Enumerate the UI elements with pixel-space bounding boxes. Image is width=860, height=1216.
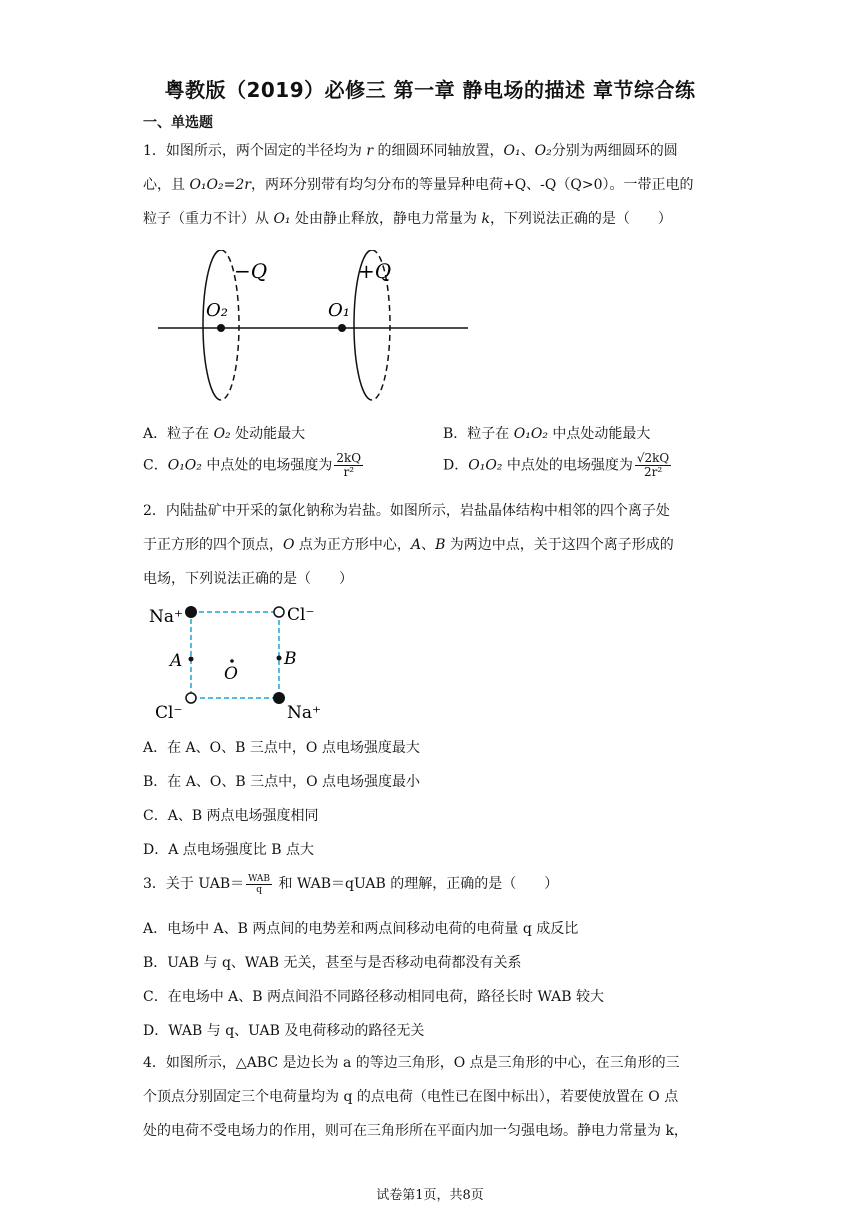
q1-option-d[interactable]: D．O₁O₂ 中点处的电场强度为 $\frac{√2kQ}{\text{2r²}}$ [443, 451, 670, 479]
label-o1: O₁ [328, 300, 350, 321]
label-na-bottom-right: Na⁺ [287, 703, 321, 723]
label-b: B [284, 649, 297, 669]
label-pos-q: +Q [358, 259, 392, 283]
q3-fraction: $\frac{\text{WAB}}{q}$ [248, 873, 271, 895]
q3-option-c[interactable]: C．在电场中 A、B 两点间沿不同路径移动相同电荷，路径长时 WAB 较大 [143, 989, 605, 1005]
page-footer: 试卷第1页，共8页 [376, 1188, 484, 1203]
label-a: A [170, 651, 183, 671]
q1-figure-rings [150, 250, 480, 405]
q2-line-1: 2．内陆盐矿中开采的氯化钠称为岩盐。如图所示，岩盐晶体结构中相邻的四个离子处 [143, 503, 670, 519]
label-na-top-left: Na⁺ [149, 607, 183, 627]
q1-option-b[interactable]: B．粒子在 O₁O₂ 中点处动能最大 [443, 426, 651, 442]
q2-option-a[interactable]: A．在 A、O、B 三点中，O 点电场强度最大 [143, 740, 420, 756]
q1-option-a[interactable]: A．粒子在 O₂ 处动能最大 [143, 426, 306, 442]
q2-line-2: 于正方形的四个顶点，O 点为正方形中心，A、B 为两边中点，关于这四个离子形成的 [143, 537, 674, 553]
label-neg-q: −Q [234, 259, 268, 283]
label-o: O [224, 664, 238, 684]
label-cl-bottom-left: Cl⁻ [155, 703, 183, 723]
q4-line-2: 个顶点分别固定三个电荷量均为 q 的点电荷（电性已在图中标出），若要使放置在 O 点 [143, 1089, 679, 1105]
q3-option-d[interactable]: D．WAB 与 q、UAB 及电荷移动的路径无关 [143, 1023, 425, 1039]
q4-line-3: 处的电荷不受电场力的作用，则可在三角形所在平面内加一匀强电场。静电力常量为 k， [143, 1123, 688, 1139]
q4-line-1: 4．如图所示，△ABC 是边长为 a 的等边三角形，O 点是三角形的中心，在三角形的三 [143, 1055, 680, 1071]
q2-option-b[interactable]: B．在 A、O、B 三点中，O 点电场强度最小 [143, 774, 420, 790]
question-4-stem [143, 1046, 723, 1148]
q3-option-b[interactable]: B．UAB 与 q、WAB 无关，甚至与是否移动电荷都没有关系 [143, 955, 522, 971]
q2-line-3: 电场，下列说法正确的是（ ） [143, 571, 353, 587]
q3-option-a[interactable]: A．电场中 A、B 两点间的电势差和两点间移动电荷的电荷量 q 成反比 [143, 921, 579, 937]
question-3-stem: 3．关于 UAB＝ $\frac{\text{WAB}}{q}$ 和 WAB＝qUAB 的理解，正确的是（ ） [143, 873, 559, 895]
q1-line-1: 1．如图所示，两个固定的半径均为 r 的细圆环同轴放置，O₁、O₂分别为两细圆环的圆 [143, 143, 678, 159]
q1-line-2: 心，且 O₁O₂=2r，两环分别带有均匀分布的等量异种电荷+Q、-Q（Q>0）。一带正电的 [143, 177, 694, 193]
q2-option-c[interactable]: C．A、B 两点电场强度相同 [143, 808, 319, 824]
q1-option-c[interactable]: C．O₁O₂ 中点处的电场强度为 $\frac{2kQ}{\text{r²}}$ [143, 451, 362, 479]
q2-option-d[interactable]: D．A 点电场强度比 B 点大 [143, 842, 314, 858]
page-title: 粤教版（2019）必修三 第一章 静电场的描述 章节综合练 [164, 78, 696, 102]
question-1-stem [143, 134, 723, 236]
section-heading: 一、单选题 [143, 115, 213, 131]
q1-d-fraction: $\frac{√2kQ}{\text{2r²}}$ [636, 451, 670, 479]
question-2-stem [143, 494, 723, 596]
q1-line-3: 粒子（重力不计）从 O₁ 处由静止释放，静电力常量为 k，下列说法正确的是（ ） [143, 211, 672, 227]
q2-figure-crystal [145, 598, 335, 726]
q1-c-fraction: $\frac{2kQ}{\text{r²}}$ [336, 451, 362, 479]
label-cl-top-right: Cl⁻ [287, 605, 315, 625]
label-o2: O₂ [206, 300, 228, 321]
